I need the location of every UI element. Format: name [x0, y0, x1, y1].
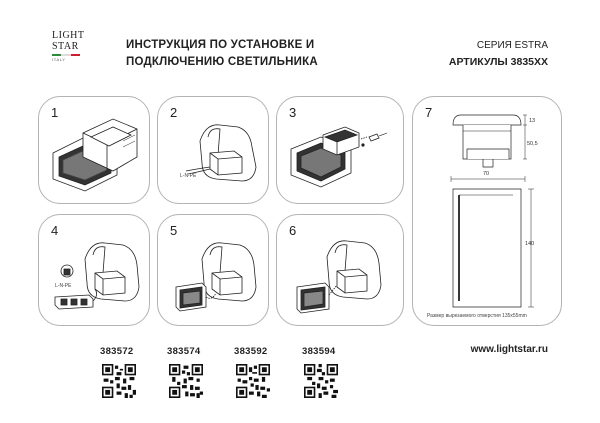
brand-logo — [52, 30, 98, 68]
wire-label: L-N-PE — [55, 283, 72, 289]
document-title — [126, 37, 318, 71]
step-panel-5 — [157, 214, 269, 326]
step-5-illustration — [158, 215, 270, 327]
article-label-1: 383572 — [100, 346, 134, 357]
step-panel-1 — [38, 96, 150, 204]
qr-code-icon[interactable] — [236, 364, 270, 398]
logo-line-2: STAR — [52, 41, 79, 52]
step-panel-6 — [276, 214, 404, 326]
qr-code-icon[interactable] — [102, 364, 136, 398]
title-line-1: ИНСТРУКЦИЯ ПО УСТАНОВКЕ И — [126, 39, 315, 51]
step-number: 7 — [425, 105, 433, 120]
article-label-4: 383594 — [302, 346, 336, 357]
article-label-3: 383592 — [234, 346, 268, 357]
step-6-illustration — [277, 215, 405, 327]
step-4-illustration — [39, 215, 151, 327]
article-range: АРТИКУЛЫ 3835XX — [448, 56, 548, 68]
logo-subtitle: ITALY — [52, 56, 66, 62]
step-number: 5 — [170, 223, 178, 238]
logo-line-1: LIGHT — [52, 30, 85, 41]
series-name: СЕРИЯ ESTRA — [476, 40, 548, 51]
dimension-drawing — [413, 97, 563, 327]
step-panel-3 — [276, 96, 404, 204]
italian-flag-icon — [52, 54, 80, 56]
cutout-size-note: Размер вырезаемого отверстия 135х55mm — [427, 313, 527, 319]
dim-13: 13 — [529, 118, 536, 124]
step-1-illustration — [39, 97, 151, 205]
step-number: 3 — [289, 105, 297, 120]
dim-140: 140 — [525, 241, 535, 247]
dim-70: 70 — [483, 171, 490, 177]
step-3-illustration — [277, 97, 405, 205]
title-line-2: ПОДКЛЮЧЕНИЮ СВЕТИЛЬНИКА — [126, 56, 318, 68]
wire-label: L-N-PE — [180, 173, 197, 179]
article-label-2: 383574 — [167, 346, 201, 357]
step-number: 2 — [170, 105, 178, 120]
qr-code-icon[interactable] — [169, 364, 203, 398]
step-panel-2 — [157, 96, 269, 204]
step-number: 4 — [51, 223, 59, 238]
dim-50-5: 50,5 — [527, 141, 538, 147]
step-number: 1 — [51, 105, 59, 120]
website-link[interactable]: www.lightstar.ru — [470, 344, 548, 355]
step-number: 6 — [289, 223, 297, 238]
step-2-illustration — [158, 97, 270, 205]
qr-code-icon[interactable] — [304, 364, 338, 398]
step-panel-4 — [38, 214, 150, 326]
step-panel-7-dimensions — [412, 96, 562, 326]
series-info — [449, 37, 548, 71]
